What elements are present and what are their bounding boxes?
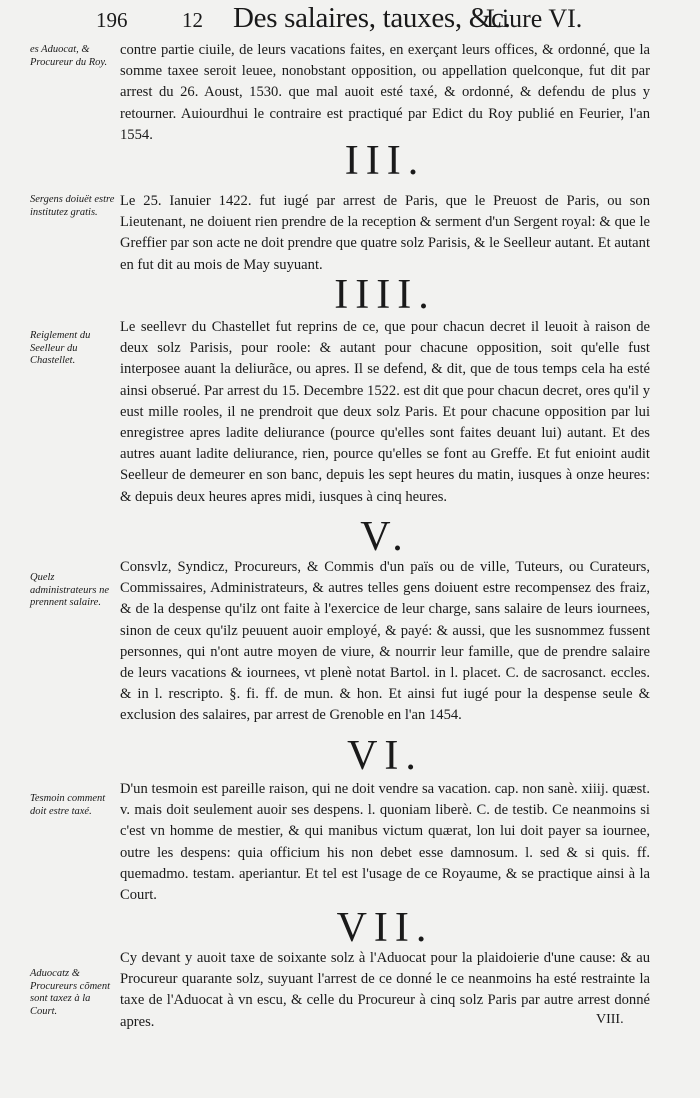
running-header bbox=[0, 2, 700, 38]
paragraph-vi: D'un tesmoin est pareille raison, qui ne doit vendre sa vacation. cap. non sanè. xiiij. quæst. v. mais doit seulement auoir ses despens. l. quoniam liberè. C. de testib. Ce neanmoins si c'est vn homme de mestier, & qui manibus victum quærat, lon lui doit payer sa iournee, outre les despens: quia officium his non debet esse damnosum. l. sed & si quis. ff. quemadmo. testam. aperiantur. Et tel est l'usage de ce Royaume, & se practique ainsi à la Court. bbox=[120, 781, 650, 904]
margin-note-iii: Sergens doiuët estre institutez gratis. bbox=[30, 194, 115, 218]
section-heading-iiii: IIII. bbox=[334, 272, 436, 318]
section-heading-vii: VII. bbox=[336, 905, 434, 951]
paragraph-vii: Cy devant y auoit taxe de soixante solz à l'Aduocat pour la plaidoierie d'une cause: & au Procureur quarante solz, suyuant l'arrest de ce donné le ce neanmoins ha esté restrainte la taxe de l'Aduocat à vn escu, & celle du Procureur à cinq solz Paris par autre arrest donné apres. bbox=[120, 950, 650, 1030]
book-label: Liure VI. bbox=[486, 4, 583, 33]
paragraph-iii: Le 25. Ianuier 1422. fut iugé par arrest de Paris, que le Preuost de Paris, ou son Lieutenant, ne doiuent rien prendre de la reception & serment d'un Sergent royal: & que le Greffier par son acte ne doit prendre que quatre solz Parisis, & le Seelleur autant. Et autant en fut dit au mois de May suyuant. bbox=[120, 193, 650, 273]
section-heading-vi: VI. bbox=[347, 733, 423, 779]
margin-note-vii: Aduocatz & Procureurs cõment sont taxez à la Court. bbox=[30, 968, 110, 1017]
section-heading-iii: III. bbox=[344, 138, 426, 184]
paragraph-iiii: Le seellevr du Chastellet fut reprins de ce, que pour chacun decret il leuoit à raison de deux solz Parisis, pour roole: & autant pour chacune opposition, soit qu'elle fust interposee auant la deliurãce, ou apres. Il se defend, & dit, que de tous temps cela ha esté ainsi obserué. Par arrest du 15. Decembre 1522. est dit que pour chacun decret, ores qu'il y eust mille rooles, il ne prendroit que deux solz Paris. Et pour chacune opposition par lui enregistree apres ladite deliurance (pource qu'elles sont faites deuant lui) autant. Et des autres auant ladite deliurance, rien, pource qu'elles se font au Greffe. Et fut enioint audit Seelleur de demeurer en son banc, depuis les sept heures du matin, iusques à onze heures: & depuis deux heures apres midi, iusques à cinq heures. bbox=[120, 319, 650, 505]
paragraph-continuation: contre partie ciuile, de leurs vacations faites, en exerçant leurs offices, & ordonné, que la somme taxee seroit leuee, nonobstant opposition, ou appellation quelconque, fut dit par arrest du 26. Aoust, 1530. que mal auoit esté taxé, & ordonné, & defendu de plus y retourner. Auiourdhui le contraire est practiqué par Edict du Roy publié en Feurier, l'an 1554. bbox=[120, 42, 650, 143]
running-title: Des salaires, tauxes, &c. bbox=[233, 2, 511, 34]
margin-note-vi: Tesmoin comment doit estre taxé. bbox=[30, 793, 106, 817]
margin-note-iiii: Reiglement du Seelleur du Chastellet. bbox=[30, 330, 91, 367]
folio-number: 196 bbox=[96, 8, 128, 32]
catchword: VIII. bbox=[596, 1012, 624, 1027]
paragraph-v: Consvlz, Syndicz, Procureurs, & Commis d'un païs ou de ville, Tuteurs, ou Curateurs, Commissaires, Administrateurs, & autres telles gens doiuent estre recompensez des fraiz, & de la despense qu'ilz ont faite à l'exercice de leur charge, sans salaire de leurs iournees, sinon de ceux qu'ilz peuuent auoir employé, & payé: & aussi, que les susnommez fussent personnes, qui n'ont autre moyen de viure, & nourrir leur famille, que de prendre salaire de leurs vacations & iournees, vt plenè notat Bartol. in l. placet. C. de sacrosanct. eccles. & in l. rescripto. §. fi. ff. de mun. & hon. Et ainsi fut iugé pour la despense seule & exclusion des salaires, par arrest de Grenoble en l'an 1454. bbox=[120, 559, 650, 724]
margin-note-v: Quelz administrateurs ne prennent salaire. bbox=[30, 572, 110, 609]
margin-note-0: es Aduocat, & Procureur du Roy. bbox=[30, 44, 108, 68]
page-number: 12 bbox=[182, 8, 203, 32]
section-heading-v: V. bbox=[360, 514, 410, 560]
